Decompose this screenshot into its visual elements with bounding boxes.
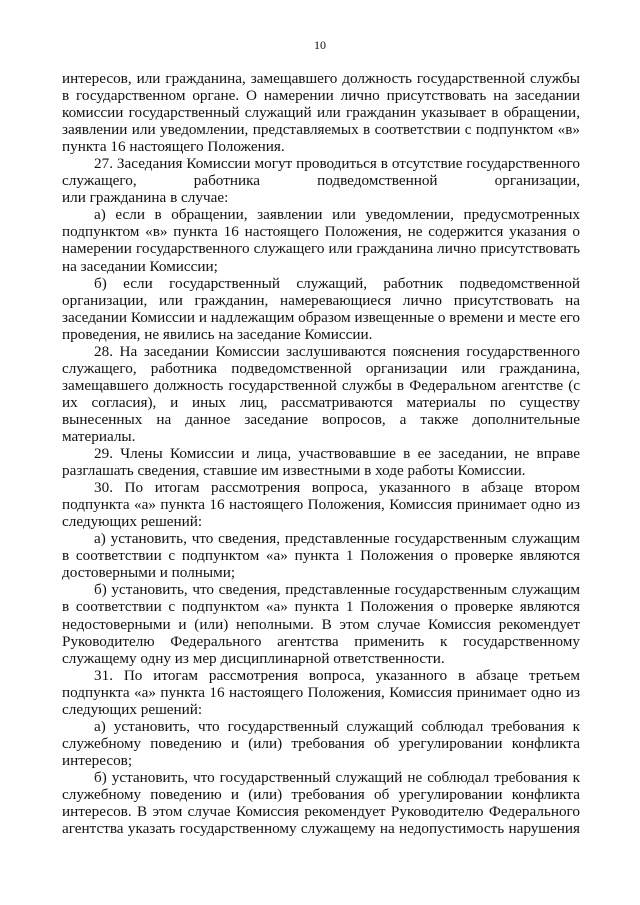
paragraph-27-continuation: или гражданина в случае: [62,189,229,207]
document-body [62,70,580,837]
paragraph-31: 31. По итогам рассмотрения вопроса, указанного в абзаце третьем подпункта «а» пункта 16 настоящего Положения, Комиссия принимает одно из следующих решений: [62,666,580,718]
page-number: 10 [314,38,326,52]
paragraph-30-a: а) установить, что сведения, представленные государственным служащим в соответствии с подпунктом «а» пункта 1 Положения о проверке являются достоверными и полными; [62,530,580,582]
paragraph-30: 30. По итогам рассмотрения вопроса, указанного в абзаце втором подпункта «а» пункта 16 настоящего Положения, Комиссия принимает одно из следующих решений: [62,479,580,531]
paragraph-27-b: б) если государственный служащий, работник подведомственной организации, или гражданин, намеревающиеся лично присутствовать на заседании Комиссии и надлежащим образом извещенные о времени и месте его проведения, не явились на заседание Комиссии. [62,274,580,343]
paragraph-27-a: а) если в обращении, заявлении или уведомлении, предусмотренных подпунктом «в» пункта 16 настоящего Положения, не содержится указания о намерении государственного служащего или гражданина лично присутствовать на заседании Комиссии; [62,206,580,275]
paragraph-continuation: интересов, или гражданина, замещавшего должность государственной службы в государственном органе. О намерении лично присутствовать на заседании комиссии государственный служащий или гражданин указывает в обращении, заявлении или уведомлении, представляемых в соответствии с подпунктом «в» пункта 16 настоящего Положения. [62,70,580,156]
paragraph-28: 28. На заседании Комиссии заслушиваются пояснения государственного служащего, работника подведомственной организации или гражданина, замещавшего должность государственной службы в Федеральном агентстве (с их согласия), и иных лиц, рассматриваются материалы по существу вынесенных на данное заседание вопросов, а также дополнительные материалы. [62,342,580,445]
paragraph-30-b: б) установить, что сведения, представленные государственным служащим в соответствии с подпунктом «а» пункта 1 Положения о проверке являются недостоверными и (или) неполными. В этом случае Комиссия рекомендует Руководителю Федерального агентства применить к государственному служащему одну из мер дисциплинарной ответственности. [62,581,580,667]
paragraph-31-b: б) установить, что государственный служащий не соблюдал требования к служебному поведению и (или) требования об урегулировании конфликта интересов. В этом случае Комиссия рекомендует Руководителю Федерального агентства указать государственному служащему на недопустимость нарушения [62,768,580,838]
paragraph-29: 29. Члены Комиссии и лица, участвовавшие в ее заседании, не вправе разглашать сведения, ставшие им известными в ходе работы Комиссии. [62,445,580,480]
paragraph-27: 27. Заседания Комиссии могут проводиться в отсутствие государственного служащего, работника подведомственной организации, [62,155,580,190]
paragraph-31-a: а) установить, что государственный служащий соблюдал требования к служебному поведению и (или) требования об урегулировании конфликта интересов; [62,717,580,769]
